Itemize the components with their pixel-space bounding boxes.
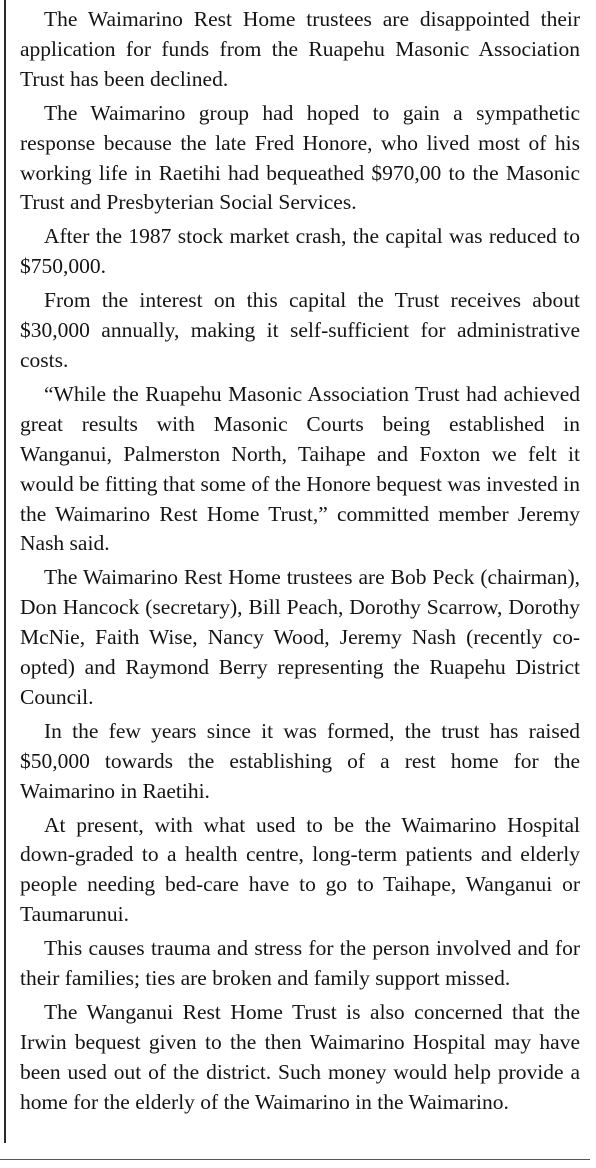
- paragraph-7: In the few years since it was formed, the trust has raised $50,000 towards the establishing of a rest home for the Waimarino in Raetihi.: [20, 718, 580, 803]
- paragraph-4: From the interest on this capital the Trust receives about $30,000 annually, making it self-sufficient for administrative costs.: [20, 288, 580, 372]
- column-left-rule: [4, 0, 6, 1143]
- paragraph-1: The Waimarino Rest Home trustees are disappointed their application for funds from the Ruapehu Masonic Association Trust has been declined.: [20, 7, 580, 91]
- paragraph-9: This causes trauma and stress for the person involved and for their families; ties are broken and family support missed.: [20, 936, 580, 991]
- paragraph-5: “While the Ruapehu Masonic Association Trust had achieved great results with Masonic Courts being established in Wanganui, Palmerston North, Taihape and Foxton we felt it would be fitting that some of the Honore bequest was invested in the Waimarino Rest Home Trust,” committed member Jeremy Nash said.: [20, 381, 580, 556]
- paragraph-3: After the 1987 stock market crash, the capital was reduced to $750,000.: [20, 224, 580, 279]
- paragraph-8: At present, with what used to be the Waimarino Hospital down-graded to a health centre, long-term patients and elderly people needing bed-care have to go to Taihape, Wanganui or Taumarunui.: [20, 812, 580, 927]
- article-body: [20, 5, 580, 1122]
- paragraph-10: The Wanganui Rest Home Trust is also concerned that the Irwin bequest given to the then Waimarino Hospital may have been used out of the district. Such money would help provide a home for the elderly of the Waimarino in the Waimarino.: [20, 1000, 580, 1114]
- paragraph-2: The Waimarino group had hoped to gain a sympathetic response because the late Fred Honore, who lived most of his working life in Raetihi had bequeathed $970,00 to the Masonic Trust and Presbyterian Social Services.: [20, 100, 580, 215]
- column-bottom-rule: [0, 1159, 590, 1160]
- paragraph-6: The Waimarino Rest Home trustees are Bob Peck (chairman), Don Hancock (secretary), Bill Peach, Dorothy Scarrow, Dorothy McNie, Faith Wise, Nancy Wood, Jeremy Nash (recently co-opted) and Raymond Berry representing the Ruapehu District Council.: [20, 565, 580, 709]
